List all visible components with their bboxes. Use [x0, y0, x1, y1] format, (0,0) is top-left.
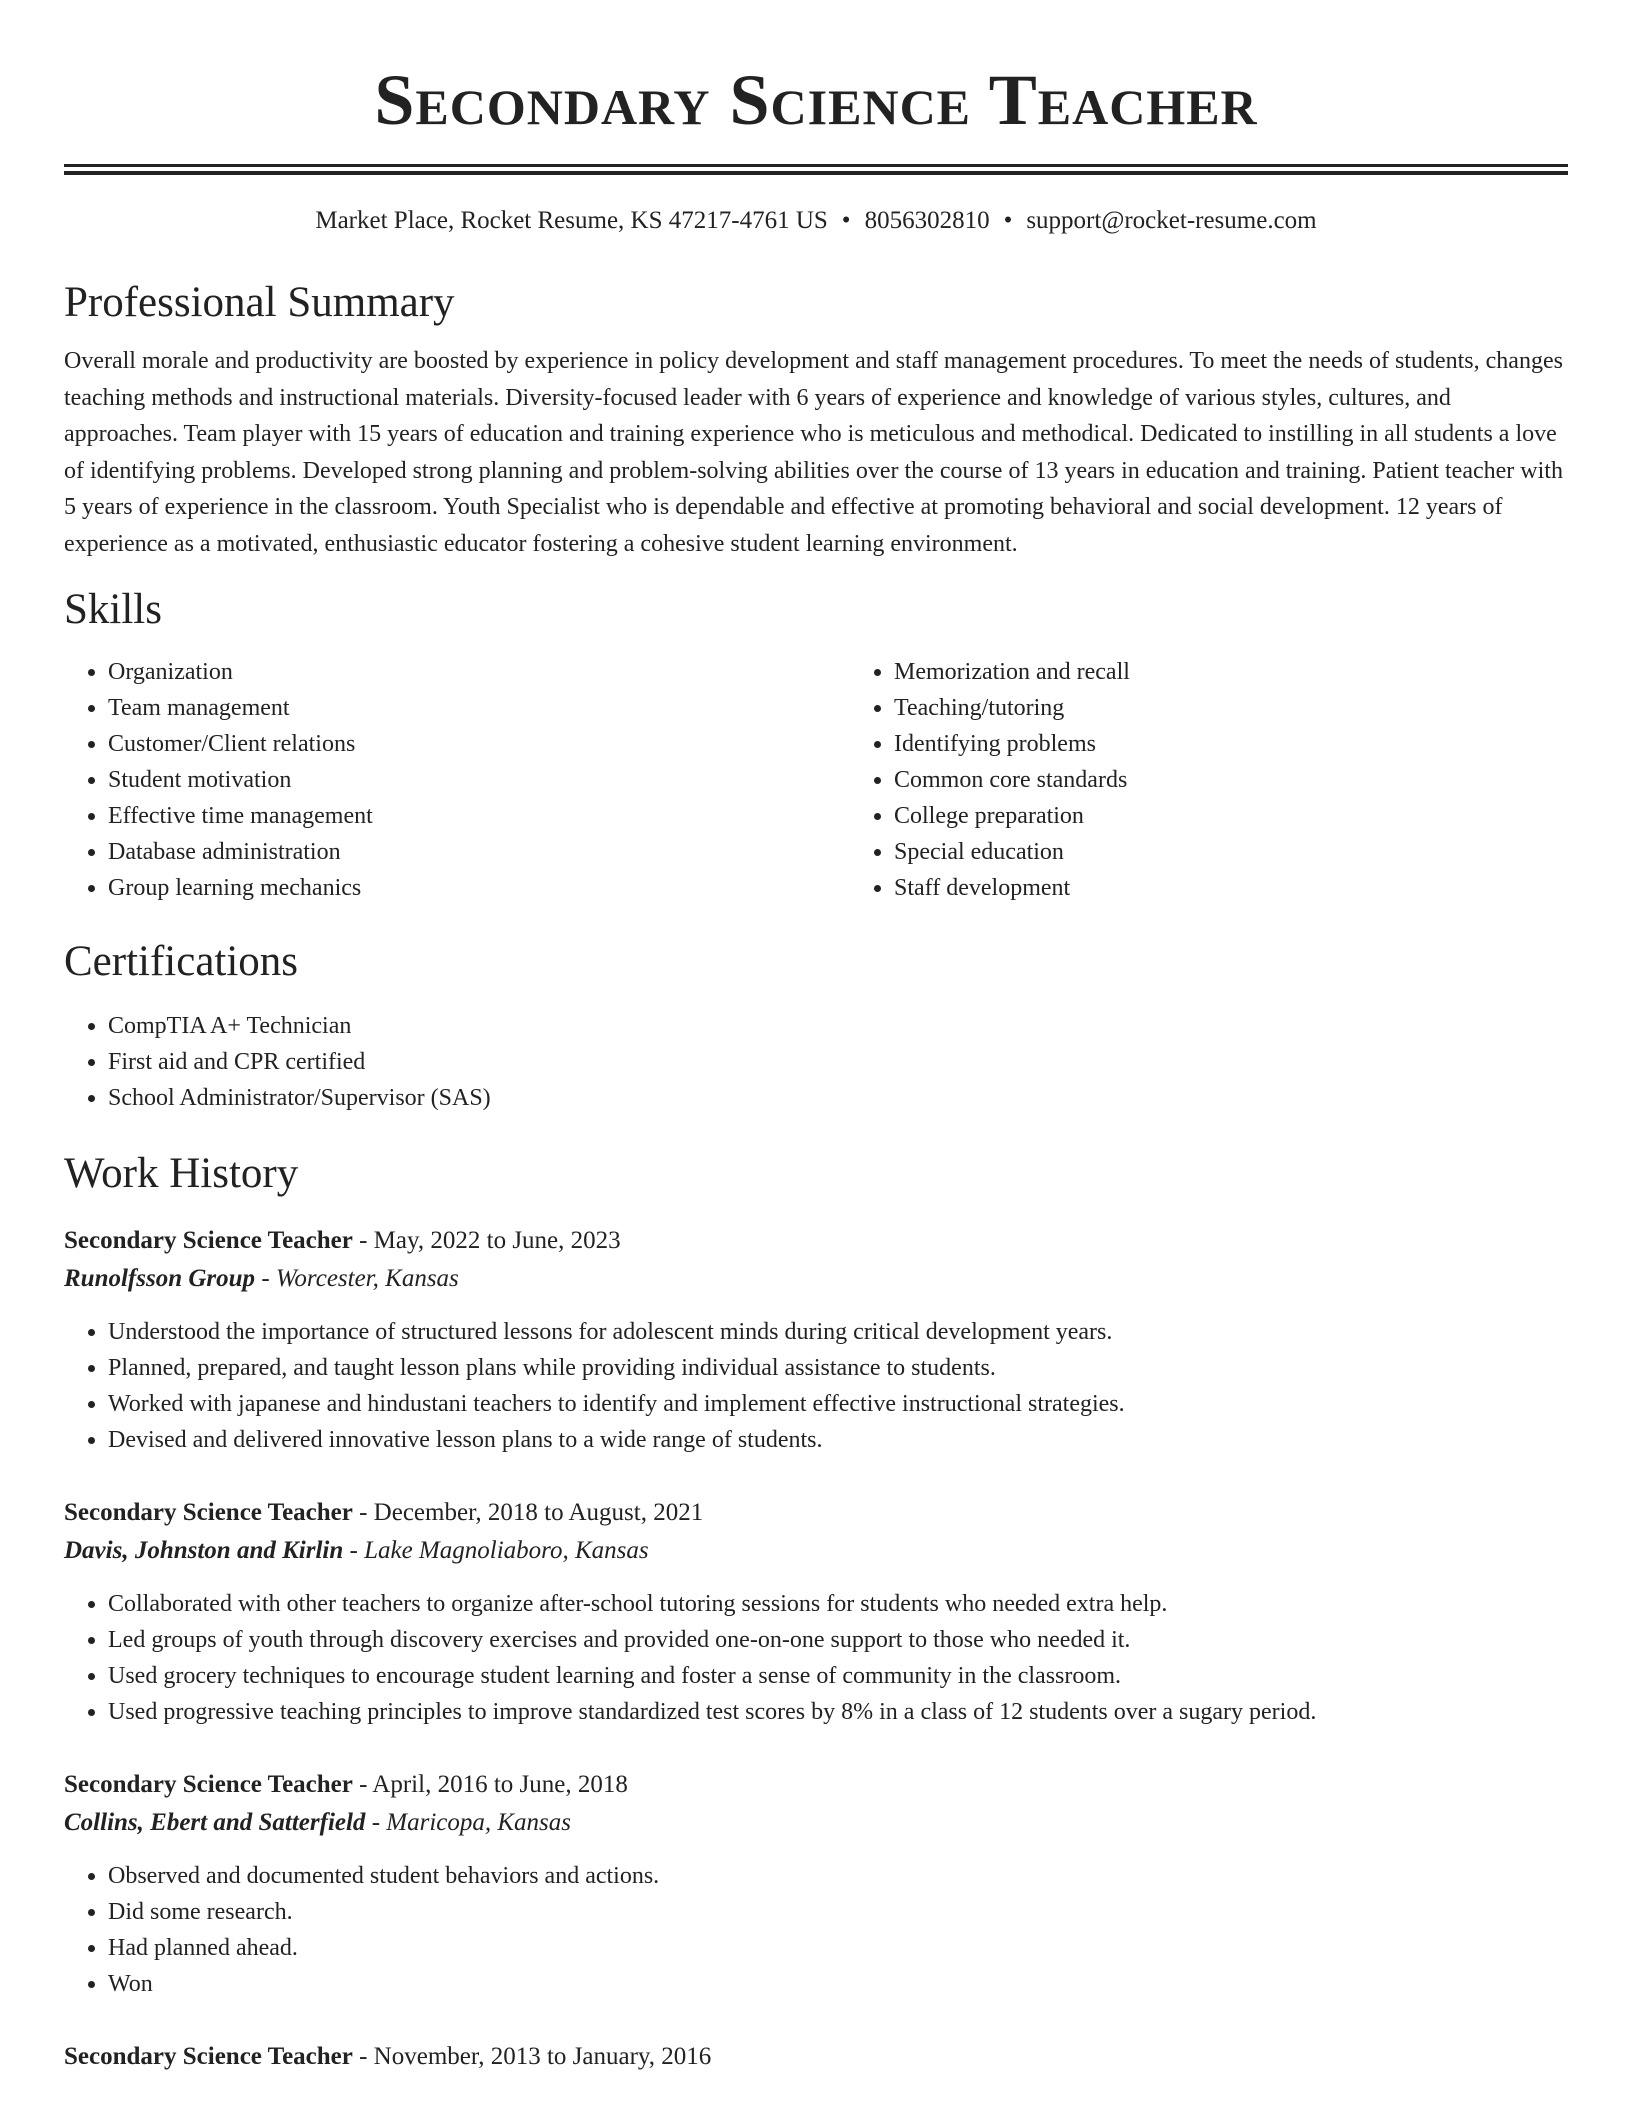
job-bullets [64, 1314, 1568, 1458]
skill-item: • College preparation [894, 798, 1632, 834]
certifications-list [64, 1008, 1568, 1116]
job-bullet: • Understood the importance of structured lessons for adolescent minds during critical development years. [108, 1314, 1568, 1350]
job-dates: - May, 2022 to June, 2023 [352, 1227, 621, 1254]
job-dates: - November, 2013 to January, 2016 [352, 2043, 712, 2070]
job-bullet: • Collaborated with other teachers to organize after-school tutoring sessions for students who needed extra help. [108, 1586, 1568, 1622]
job-bullet: • Observed and documented student behaviors and actions. [108, 1858, 1568, 1894]
skill-item: • Teaching/tutoring [894, 690, 1632, 726]
job-company-line [64, 1532, 1568, 1570]
summary-heading: Professional Summary [64, 279, 455, 326]
contact-separator: • [841, 207, 851, 234]
job-bullet: • Worked with japanese and hindustani teachers to identify and implement effective instructional strategies. [108, 1386, 1568, 1422]
certifications-heading: Certifications [64, 938, 299, 985]
job-bullet: • Used progressive teaching principles to improve standardized test scores by 8% in a class of 12 students over a sugary period. [108, 1694, 1568, 1730]
job-company: Collins, Ebert and Satterfield [64, 1809, 366, 1836]
contact-address: Market Place, Rocket Resume, KS 47217-4761 US [315, 207, 828, 234]
certification-item: • School Administrator/Supervisor (SAS) [108, 1080, 1568, 1116]
contact-email: support@rocket-resume.com [1026, 207, 1317, 234]
certification-item: • CompTIA A+ Technician [108, 1008, 1568, 1044]
contact-phone: 8056302810 [864, 207, 990, 234]
job-location: - Maricopa, Kansas [365, 1809, 571, 1836]
skills-columns [64, 654, 1568, 906]
skill-item: • Customer/Client relations [108, 726, 850, 762]
job-company: Runolfsson Group [64, 1265, 256, 1292]
job-title-line [64, 1222, 1568, 1260]
skill-item: • Effective time management [108, 798, 850, 834]
skills-heading: Skills [64, 586, 162, 633]
job-bullet: • Used grocery techniques to encourage student learning and foster a sense of community in the classroom. [108, 1658, 1568, 1694]
job-dates: - April, 2016 to June, 2018 [352, 1771, 628, 1798]
work-history-heading: Work History [64, 1150, 299, 1197]
job-bullet: • Won [108, 1966, 1568, 2002]
job-bullet: • Had planned ahead. [108, 1930, 1568, 1966]
title-divider [64, 164, 1568, 175]
job-entry [64, 1222, 1568, 1458]
job-bullet: • Did some research. [108, 1894, 1568, 1930]
summary-text: Overall morale and productivity are boosted by experience in policy development and staff management procedures. To meet the needs of students, changes teaching methods and instructional materials. Diversity-focused leader with 6 years of experience and knowledge of various styles, cultures, and approaches. Team player with 15 years of education and training experience who is meticulous and methodical. Dedicated to instilling in all students a love of identifying problems. Developed strong planning and problem-solving abilities over the course of 13 years in education and training. Patient teacher with 5 years of experience in the classroom. Youth Specialist who is dependable and effective at promoting behavioral and social development. 12 years of experience as a motivated, enthusiastic educator fostering a cohesive student learning environment. [64, 348, 1563, 557]
job-entry [64, 2038, 1568, 2076]
job-title: Secondary Science Teacher [64, 2043, 353, 2070]
job-location: - Lake Magnoliaboro, Kansas [343, 1537, 649, 1564]
contact-separator: • [1003, 207, 1013, 234]
skill-item: • Student motivation [108, 762, 850, 798]
job-entry [64, 1494, 1568, 1730]
job-title: Secondary Science Teacher [64, 1227, 353, 1254]
skill-item: • Common core standards [894, 762, 1632, 798]
resume-name-title: Secondary Science Teacher [374, 60, 1258, 140]
job-company-line [64, 1260, 1568, 1298]
job-dates: - December, 2018 to August, 2021 [352, 1499, 704, 1526]
certification-item: • First aid and CPR certified [108, 1044, 1568, 1080]
skill-item: • Organization [108, 654, 850, 690]
job-location: - Worcester, Kansas [255, 1265, 459, 1292]
job-bullet: • Devised and delivered innovative lesson plans to a wide range of students. [108, 1422, 1568, 1458]
skill-item: • Database administration [108, 834, 850, 870]
skills-list-right [850, 654, 1632, 906]
job-bullet: • Planned, prepared, and taught lesson plans while providing individual assistance to students. [108, 1350, 1568, 1386]
skill-item: • Staff development [894, 870, 1632, 906]
job-entry [64, 1766, 1568, 2002]
job-bullet: • Led groups of youth through discovery exercises and provided one-on-one support to those who needed it. [108, 1622, 1568, 1658]
skills-list-left [64, 654, 850, 906]
job-title: Secondary Science Teacher [64, 1499, 353, 1526]
job-company: Davis, Johnston and Kirlin [64, 1537, 344, 1564]
skill-item: • Memorization and recall [894, 654, 1632, 690]
contact-line [64, 205, 1568, 237]
skill-item: • Team management [108, 690, 850, 726]
job-title-line [64, 2038, 1568, 2076]
skill-item: • Identifying problems [894, 726, 1632, 762]
job-bullets [64, 1858, 1568, 2002]
job-company-line [64, 1804, 1568, 1842]
job-title-line [64, 1766, 1568, 1804]
job-title-line [64, 1494, 1568, 1532]
skill-item: • Special education [894, 834, 1632, 870]
job-title: Secondary Science Teacher [64, 1771, 353, 1798]
skill-item: • Group learning mechanics [108, 870, 850, 906]
job-bullets [64, 1586, 1568, 1730]
